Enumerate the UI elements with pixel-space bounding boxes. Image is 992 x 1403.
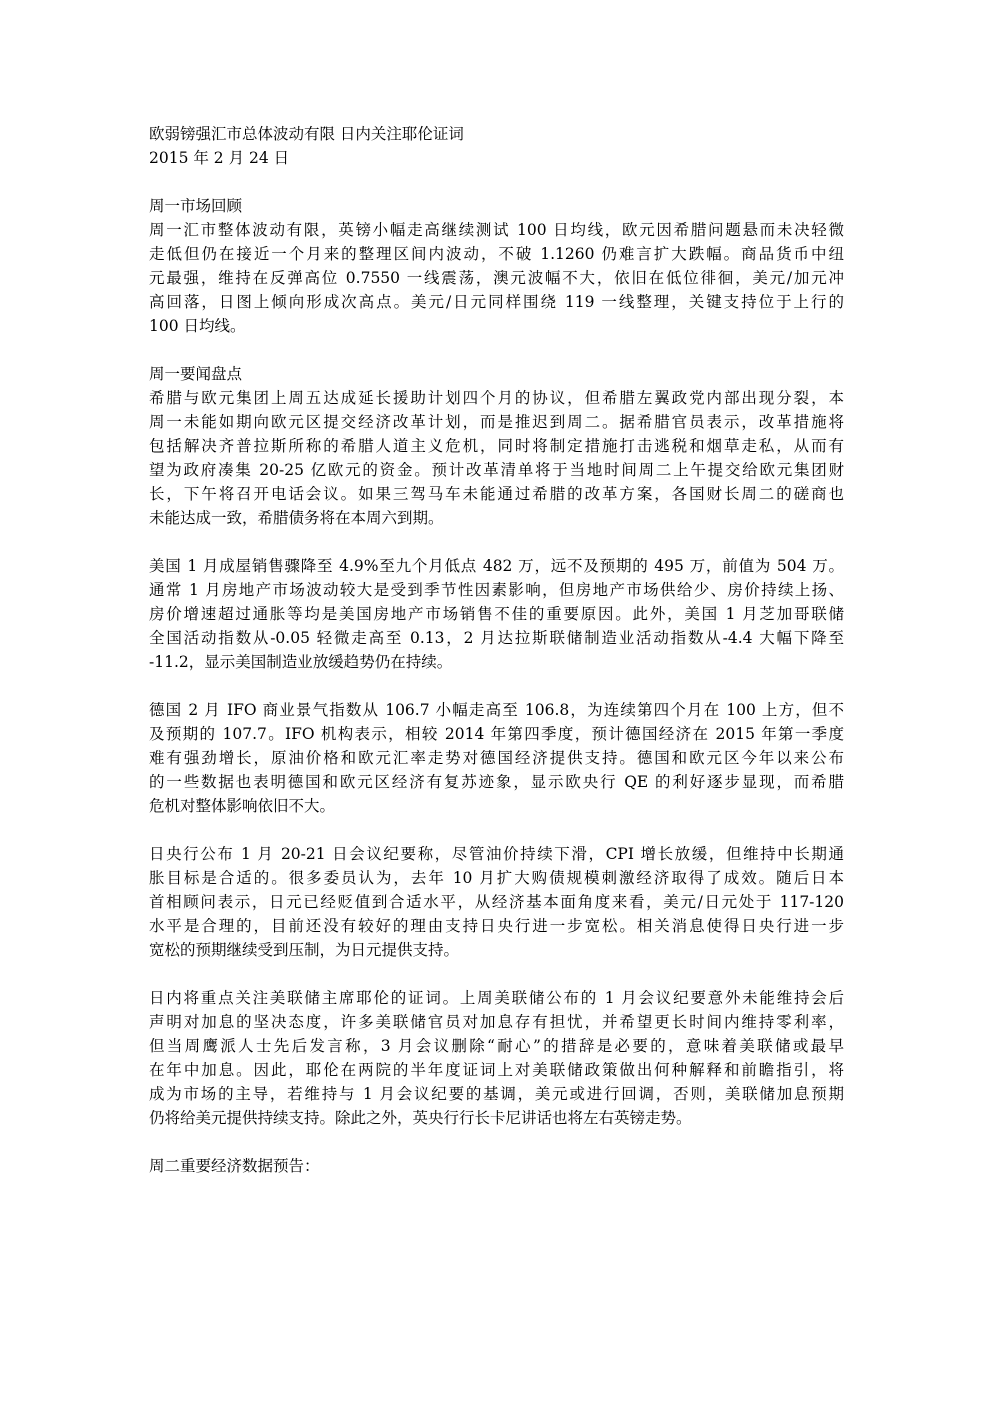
paragraph-line: 德国 2 月 IFO 商业景气指数从 106.7 小幅走高至 106.8，为连续第四个月在 100 上方，但不 xyxy=(149,701,844,719)
spacer xyxy=(149,170,844,194)
paragraph-line: 通常 1 月房地产市场波动较大是受到季节性因素影响，但房地产市场供给少、房价持续上扬、 xyxy=(149,581,844,599)
paragraph-line: 在年中加息。因此，耶伦在两院的半年度证词上对美联储政策做出何种解释和前瞻指引，将 xyxy=(149,1061,844,1079)
paragraph-line: 长，下午将召开电话会议。如果三驾马车未能通过希腊的改革方案，各国财长周二的磋商也 xyxy=(149,485,844,503)
paragraph-line: 危机对整体影响依旧不大。 xyxy=(149,797,336,815)
section-heading-monday-news: 周一要闻盘点 xyxy=(149,365,243,383)
paragraph-line: 周一未能如期向欧元区提交经济改革计划，而是推迟到周二。据希腊官员表示，改革措施将 xyxy=(149,413,844,431)
paragraph-line: 未能达成一致，希腊债务将在本周六到期。 xyxy=(149,509,444,527)
paragraph-line: 包括解决齐普拉斯所称的希腊人道主义危机，同时将制定措施打击逃税和烟草走私，从而有 xyxy=(149,437,844,455)
paragraph-line: 日内将重点关注美联储主席耶伦的证词。上周美联储公布的 1 月会议纪要意外未能维持会后 xyxy=(149,989,844,1007)
spacer xyxy=(149,818,844,842)
section-heading-monday-review: 周一市场回顾 xyxy=(149,197,243,215)
section-heading-tuesday-data: 周二重要经济数据预告： xyxy=(149,1157,320,1175)
paragraph-line: 100 日均线。 xyxy=(149,317,246,335)
paragraph-line: 日央行公布 1 月 20-21 日会议纪要称，尽管油价持续下滑，CPI 增长放缓，但维持中长期通 xyxy=(149,845,844,863)
paragraph-line: 成为市场的主导，若维持与 1 月会议纪要的基调，美元或进行回调，否则，美联储加息预期 xyxy=(149,1085,844,1103)
paragraph-line: 全国活动指数从-0.05 轻微走高至 0.13，2 月达拉斯联储制造业活动指数从-4.4 大幅下降至 xyxy=(149,629,844,647)
paragraph-yellen-testimony xyxy=(149,986,844,1130)
spacer xyxy=(149,530,844,554)
paragraph-line: 但当周鹰派人士先后发言称，3 月会议删除“耐心”的措辞是必要的，意味着美联储或最早 xyxy=(149,1037,844,1055)
paragraph-line: -11.2，显示美国制造业放缓趋势仍在持续。 xyxy=(149,653,453,671)
paragraph-line: 及预期的 107.7。IFO 机构表示，相较 2014 年第四季度，预计德国经济在 2015 年第一季度 xyxy=(149,725,844,743)
paragraph-germany-ifo xyxy=(149,698,844,818)
paragraph-line: 元最强，维持在反弹高位 0.7550 一线震荡，澳元波幅不大，依旧在低位徘徊，美元/加元冲 xyxy=(149,269,844,287)
paragraph-line: 水平是合理的，目前还没有较好的理由支持日央行进一步宽松。相关消息使得日央行进一步 xyxy=(149,917,844,935)
spacer xyxy=(149,1130,844,1154)
paragraph-line: 周一汇市整体波动有限，英镑小幅走高继续测试 100 日均线，欧元因希腊问题悬而未决轻微 xyxy=(149,221,844,239)
paragraph-us-housing xyxy=(149,554,844,674)
paragraph-line: 走低但仍在接近一个月来的整理区间内波动，不破 1.1260 仍难言扩大跌幅。商品货币中纽 xyxy=(149,245,844,263)
paragraph-boj-minutes xyxy=(149,842,844,962)
document-title: 欧弱镑强汇市总体波动有限 日内关注耶伦证词 xyxy=(149,125,464,143)
paragraph-line: 高回落，日图上倾向形成次高点。美元/日元同样围绕 119 一线整理，关键支持位于上行的 xyxy=(149,293,844,311)
document-date: 2015 年 2 月 24 日 xyxy=(149,149,290,167)
paragraph-line: 胀目标是合适的。很多委员认为，去年 10 月扩大购债规模刺激经济取得了成效。随后日本 xyxy=(149,869,844,887)
paragraph-monday-review xyxy=(149,218,844,338)
paragraph-line: 美国 1 月成屋销售骤降至 4.9%至九个月低点 482 万，远不及预期的 495 万，前值为 504 万。 xyxy=(149,557,844,575)
document-page xyxy=(149,122,844,1178)
paragraph-line: 难有强劲增长，原油价格和欧元汇率走势对德国经济提供支持。德国和欧元区今年以来公布 xyxy=(149,749,844,767)
spacer xyxy=(149,962,844,986)
paragraph-line: 首相顾问表示，日元已经贬值到合适水平，从经济基本面角度来看，美元/日元处于 117-120 xyxy=(149,893,844,911)
paragraph-line: 声明对加息的坚决态度，许多美联储官员对加息存有担忧，并希望更长时间内维持零利率， xyxy=(149,1013,844,1031)
paragraph-line: 希腊与欧元集团上周五达成延长援助计划四个月的协议，但希腊左翼政党内部出现分裂，本 xyxy=(149,389,844,407)
paragraph-line: 房价增速超过通胀等均是美国房地产市场销售不佳的重要原因。此外，美国 1 月芝加哥联储 xyxy=(149,605,844,623)
paragraph-greece xyxy=(149,386,844,530)
paragraph-line: 仍将给美元提供持续支持。除此之外，英央行行长卡尼讲话也将左右英镑走势。 xyxy=(149,1109,692,1127)
paragraph-line: 宽松的预期继续受到压制，为日元提供支持。 xyxy=(149,941,460,959)
paragraph-line: 的一些数据也表明德国和欧元区经济有复苏迹象，显示欧央行 QE 的利好逐步显现，而希腊 xyxy=(149,773,844,791)
spacer xyxy=(149,338,844,362)
spacer xyxy=(149,674,844,698)
paragraph-line: 望为政府凑集 20-25 亿欧元的资金。预计改革清单将于当地时间周二上午提交给欧元集团财 xyxy=(149,461,844,479)
